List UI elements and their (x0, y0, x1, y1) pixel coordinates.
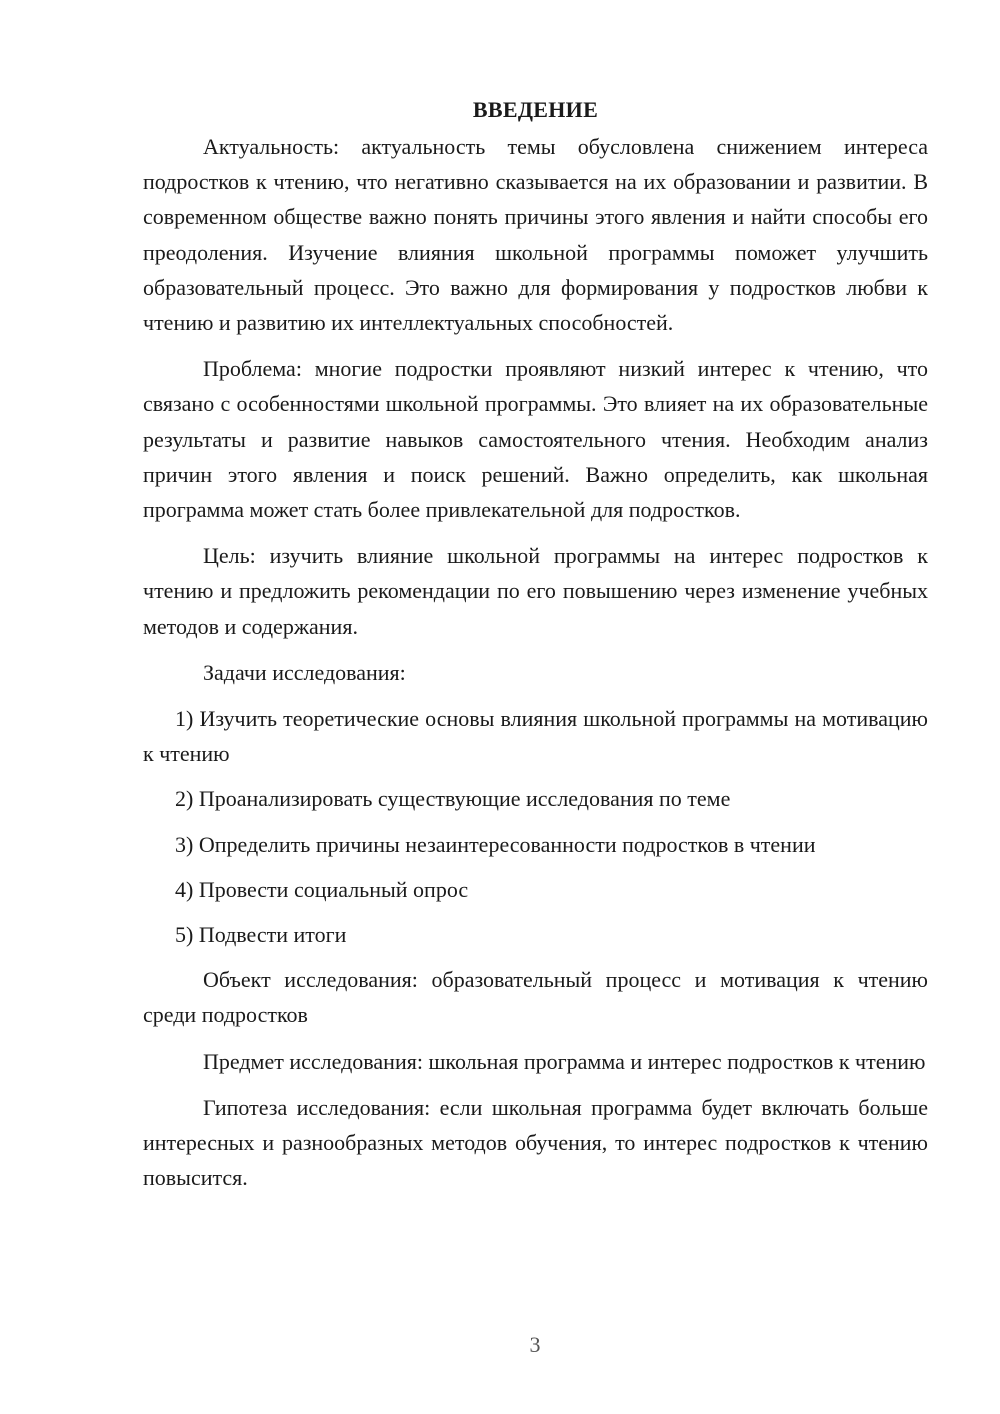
task-item: 2) Проанализировать существующие исследования по теме (175, 786, 731, 812)
task-item: 5) Подвести итоги (175, 922, 347, 948)
object-paragraph: Объект исследования: образовательный процесс и мотивация к чтению среди подростков (143, 967, 928, 1028)
relevance-paragraph: Актуальность: актуальность темы обусловлена снижением интереса подростков к чтению, что негативно сказывается на их образовании и развитии. В современном обществе важно понять причины этого явления и найти способы его преодоления. Изучение влияния школьной программы поможет улучшить образовательный процесс. Это важно для формирования у подростков любви к чтению и развитию их интеллектуальных способностей. (143, 134, 928, 336)
problem-paragraph: Проблема: многие подростки проявляют низкий интерес к чтению, что связано с особенностями школьной программы. Это влияет на их образовательные результаты и развитие навыков самостоятельного чтения. Необходим анализ причин этого явления и поиск решений. Важно определить, как школьная программа может стать более привлекательной для подростков. (143, 356, 928, 523)
task-item: 1) Изучить теоретические основы влияния школьной программы на мотивацию к чтению (143, 706, 928, 767)
goal-paragraph: Цель: изучить влияние школьной программы на интерес подростков к чтению и предложить рекомендации по его повышению через изменение учебных методов и содержания. (143, 543, 928, 639)
page-title: ВВЕДЕНИЕ (472, 97, 599, 122)
page-number: 3 (529, 1332, 541, 1357)
tasks-list (143, 701, 928, 952)
subject-paragraph: Предмет исследования: школьная программа и интерес подростков к чтению (203, 1048, 926, 1074)
hypothesis-paragraph: Гипотеза исследования: если школьная программа будет включать больше интересных и разнообразных методов обучения, то интерес подростков к чтению повысится. (143, 1094, 928, 1191)
task-item: 4) Провести социальный опрос (175, 876, 469, 902)
task-item: 3) Определить причины незаинтересованности подростков в чтении (175, 831, 816, 857)
tasks-heading: Задачи исследования: (203, 659, 406, 685)
document-page (143, 92, 928, 1195)
